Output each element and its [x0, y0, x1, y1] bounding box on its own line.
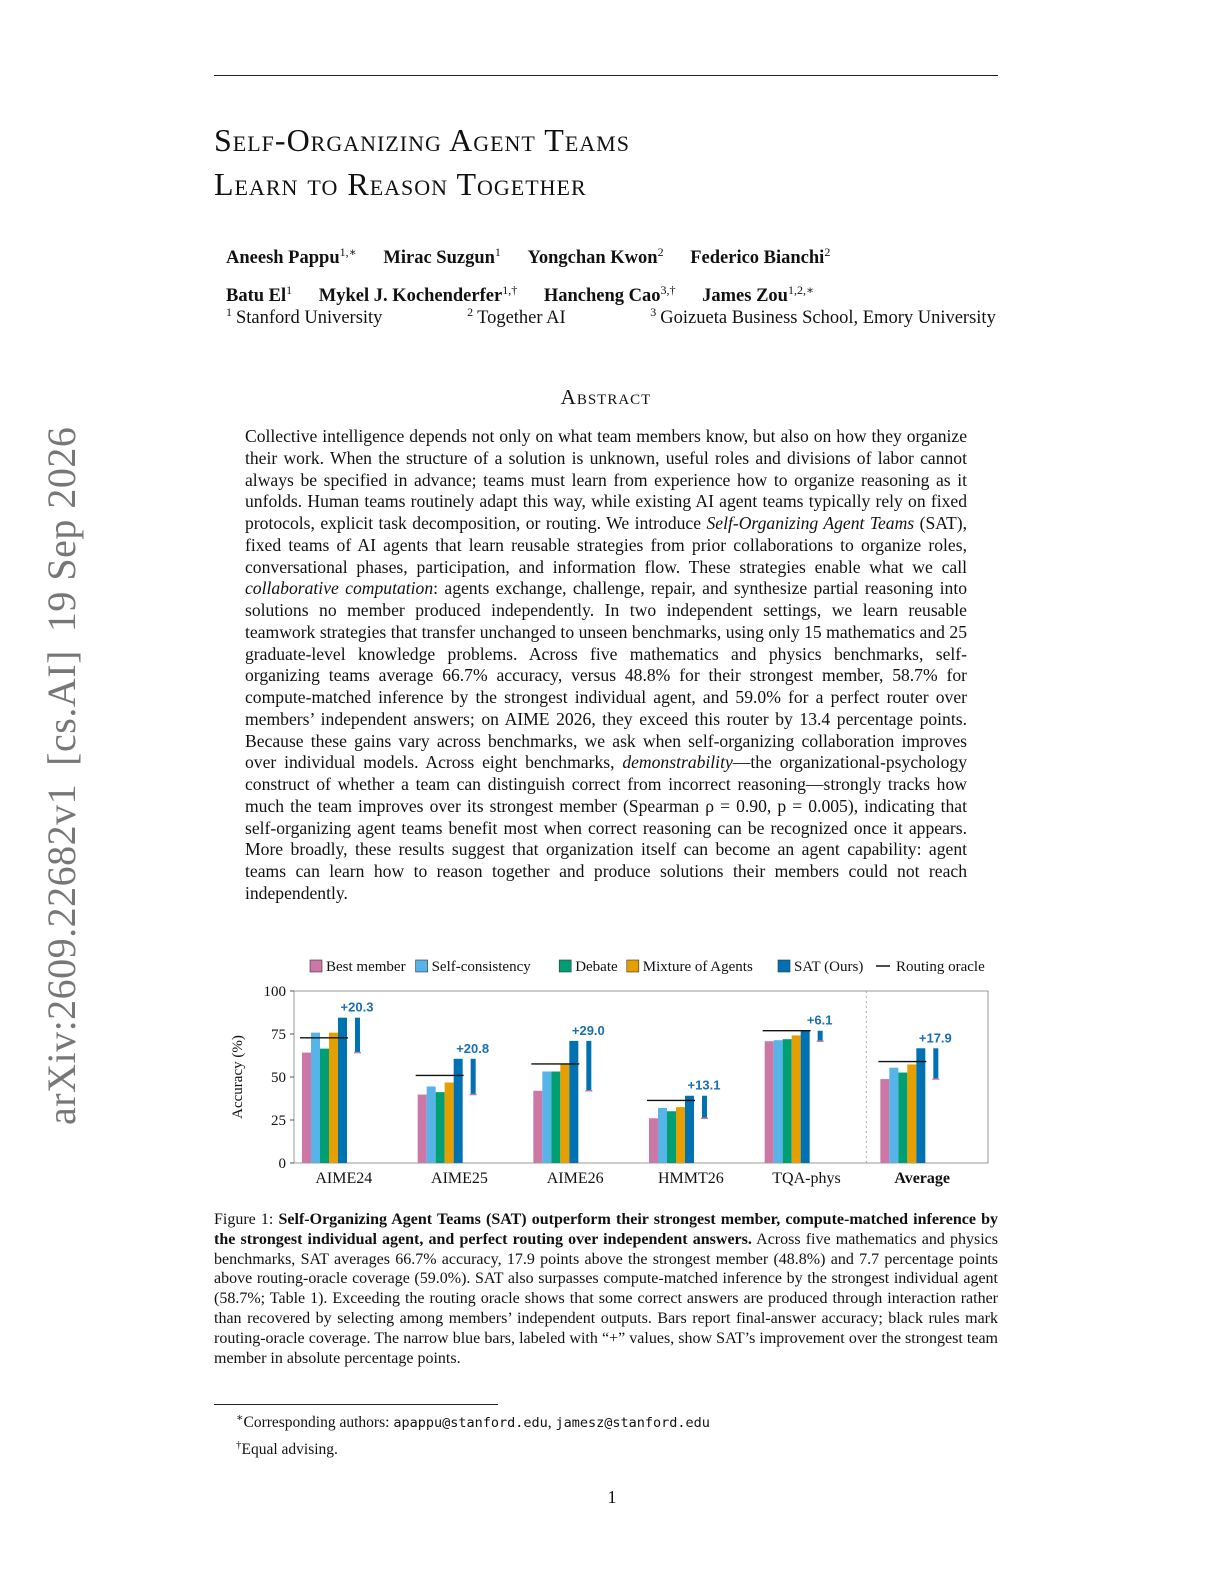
improvement-label: +29.0: [571, 1022, 605, 1038]
bar: [880, 1079, 889, 1163]
affiliation: $^1$ Stanford University: [226, 305, 383, 329]
bar: [907, 1064, 916, 1163]
arxiv-date: 19 Sep 2026: [39, 426, 84, 633]
legend-swatch: [559, 960, 571, 972]
improvement-bar: [818, 1031, 823, 1041]
title-line-1: Self-Organizing Agent Teams: [214, 122, 630, 158]
y-axis-label: Accuracy (%): [230, 1035, 246, 1119]
abstract-heading: Abstract: [560, 385, 652, 409]
footnote-rule: [214, 1404, 498, 1405]
improvement-label: +6.1: [806, 1012, 833, 1028]
bar: [320, 1049, 329, 1163]
legend-swatch: [310, 960, 322, 972]
improvement-label: +20.3: [340, 999, 374, 1015]
author: Batu El$^1$: [226, 283, 293, 307]
arxiv-identifier[interactable]: [38, 409, 85, 1125]
arxiv-id: arXiv:2609.22682v1: [39, 783, 84, 1125]
author-row-1: [226, 236, 1006, 274]
bar: [801, 1031, 810, 1163]
legend-label: Debate: [575, 959, 618, 975]
y-tick-label: 100: [263, 984, 286, 1000]
author: Mirac Suzgun$^1$: [383, 245, 501, 269]
bar: [418, 1095, 427, 1163]
plot-area: [230, 984, 988, 1187]
x-tick-label: AIME24: [315, 1170, 373, 1187]
legend-swatch: [778, 960, 790, 972]
bar: [454, 1059, 463, 1163]
improvement-bar: [471, 1059, 476, 1095]
email-link[interactable]: apappu@stanford.edu: [393, 1415, 548, 1432]
legend-label: Best member: [326, 959, 406, 975]
x-tick-label: HMMT26: [657, 1170, 724, 1187]
bar: [569, 1041, 578, 1163]
x-tick-label: TQA-phys: [772, 1170, 841, 1187]
arxiv-category: [cs.AI]: [39, 650, 84, 766]
affiliation: $^2$ Together AI: [467, 305, 566, 329]
author: Aneesh Pappu$^{1,∗}$: [226, 245, 357, 269]
author-list: [226, 236, 1006, 312]
bar: [898, 1073, 907, 1163]
bar: [667, 1111, 676, 1163]
bar: [774, 1040, 783, 1163]
improvement-label: +17.9: [918, 1030, 952, 1046]
bar: [685, 1096, 694, 1163]
email-link[interactable]: jamesz@stanford.edu: [555, 1415, 710, 1432]
improvement-label: +13.1: [687, 1077, 721, 1093]
bar: [916, 1048, 925, 1163]
bar: [649, 1118, 658, 1163]
figure-caption: [214, 1210, 998, 1368]
x-tick-label: AIME26: [546, 1170, 604, 1187]
bar: [427, 1086, 436, 1163]
footnote-corresponding: ∗Corresponding authors: apappu@stanford.edu, jamesz@stanford.edu: [236, 1412, 710, 1432]
legend-label: Routing oracle: [896, 959, 985, 975]
bar: [302, 1053, 311, 1163]
bar: [445, 1083, 454, 1163]
y-tick-label: 0: [278, 1156, 286, 1172]
bar: [560, 1064, 569, 1163]
author: Hancheng Cao$^{3,\dagger}$: [543, 283, 676, 307]
abstract-body: Collective intelligence depends not only on what team members know, but also on how they organize their work. When the structure of a solution is unknown, useful roles and divisions of labor cannot always be specified in advance; teams must learn from experience how to organize reasoning as it unfolds. Human teams routinely adapt this way, while existing AI agent teams typically rely on fixed protocols, explicit task decomposition, or routing. We introduce Self-Organizing Agent Teams (SAT), fixed teams of AI agents that learn reusable strategies from prior collaborations to organize roles, conversational phases, participation, and information flow. These strategies enable what we call collaborative computation: agents exchange, challenge, repair, and synthesize partial reasoning into solutions no member produced independently. In two independent settings, we learn reusable teamwork strategies that transfer unchanged to unseen benchmarks, using only 15 mathematics and 25 graduate-level knowledge problems. Across five mathematics and physics benchmarks, self-organizing teams average 66.7% accuracy, versus 48.8% for their strongest member, 58.7% for compute-matched inference by the strongest individual agent, and 59.0% for a perfect router over members’ independent answers; on AIME 2026, they exceed this router by 13.4 percentage points. Because these gains vary across benchmarks, we ask when self-organizing collaboration improves over individual models. Across eight benchmarks, demonstrability—the organizational-psychology construct of whether a team can distinguish correct from incorrect reasoning—strongly tracks how much the team improves over its strongest member (Spearman ρ = 0.90, p = 0.005), indicating that self-organizing agent teams benefit most when correct reasoning can be recognized once it appears. More broadly, these results suggest that organization itself can become an agent capability: agent teams can learn how to reason together and produce solutions their members could not reach independently.: [245, 426, 967, 903]
bar: [792, 1035, 801, 1163]
legend-label: SAT (Ours): [794, 959, 864, 975]
bar: [676, 1107, 685, 1163]
bar: [765, 1041, 774, 1163]
author: Yongchan Kwon$^2$: [527, 245, 664, 269]
legend-swatch: [416, 960, 428, 972]
improvement-bar: [586, 1041, 591, 1091]
chart-legend: [310, 959, 985, 975]
bar: [551, 1071, 560, 1163]
footnote-equal-advising: †Equal advising.: [236, 1439, 338, 1459]
legend-label: Self-consistency: [431, 959, 531, 975]
x-tick-label: AIME25: [431, 1170, 488, 1187]
caption-label: Figure 1:: [214, 1211, 279, 1228]
improvement-bar: [702, 1096, 707, 1119]
bar: [658, 1108, 667, 1163]
bar: [889, 1068, 898, 1163]
caption-bold: Self-Organizing Agent Teams (SAT) outperform their strongest member, compute-matched inference by the strongest individual agent, and perfect routing over independent answers.: [214, 1211, 998, 1248]
y-tick-label: 75: [271, 1027, 286, 1043]
bar: [533, 1091, 542, 1163]
footnotes: [236, 1407, 996, 1461]
legend-swatch: [627, 960, 639, 972]
y-tick-label: 25: [271, 1113, 286, 1129]
bar: [436, 1092, 445, 1163]
affiliation: $^3$ Goizueta Business School, Emory University: [650, 305, 996, 329]
affiliations: [226, 305, 1006, 329]
y-tick-label: 50: [271, 1070, 286, 1086]
author: Federico Bianchi$^2$: [690, 245, 831, 269]
legend-label: Mixture of Agents: [642, 959, 753, 975]
bar: [329, 1033, 338, 1163]
bar: [542, 1071, 551, 1163]
bar: [311, 1033, 320, 1163]
page-number: 1: [607, 1487, 617, 1507]
caption-text: Across five mathematics and physics benchmarks, SAT averages 66.7% accuracy, 17.9 points above the strongest member (48.8%) and 7.7 percentage points above routing-oracle coverage (59.0%). SAT also surpasses compute-matched inference by the strongest individual agent (58.7%; Table 1). Exceeding the routing oracle shows that some correct answers are produced through interaction rather than recovered by selecting among members’ independent outputs. Bars report final-answer accuracy; black rules mark routing-oracle coverage. The narrow blue bars, labeled with “+” values, show SAT’s improvement over the strongest team member in absolute percentage points.: [214, 1230, 999, 1367]
paper-title: [214, 118, 998, 206]
title-line-2: Learn to Reason Together: [214, 166, 587, 202]
improvement-bar: [355, 1018, 360, 1053]
improvement-bar: [933, 1048, 938, 1079]
figure-1-bar-chart: [214, 955, 998, 1195]
author: Mykel J. Kochenderfer$^{1,\dagger}$: [318, 283, 518, 307]
bar: [338, 1018, 347, 1163]
top-rule: [214, 75, 998, 76]
author: James Zou$^{1,2,∗}$: [702, 283, 815, 307]
bar: [783, 1039, 792, 1163]
x-tick-label: Average: [894, 1170, 951, 1187]
improvement-label: +20.8: [456, 1040, 490, 1056]
